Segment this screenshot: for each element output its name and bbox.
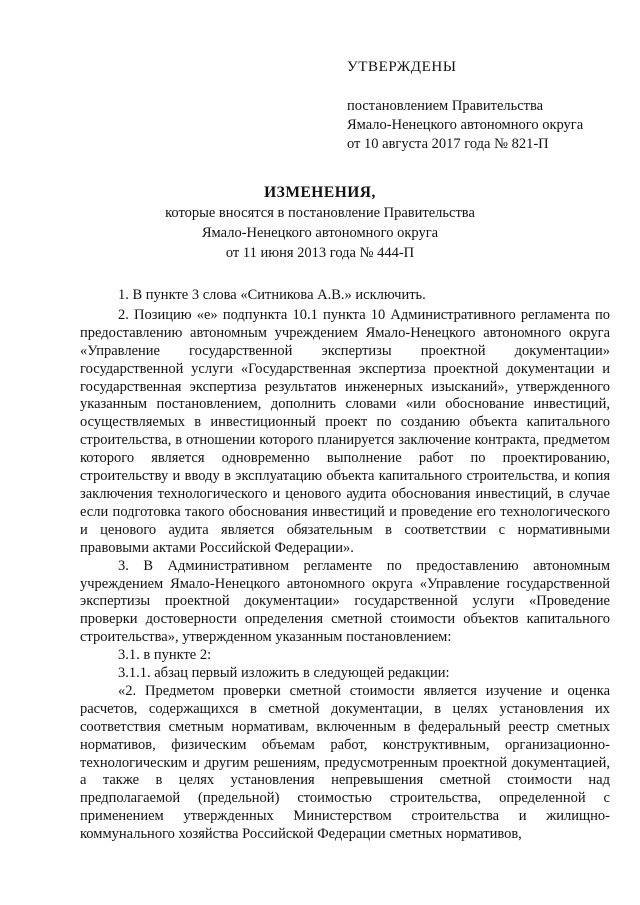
title-subline: от 11 июня 2013 года № 444-П xyxy=(225,245,415,261)
document-title-block xyxy=(60,183,580,263)
title-subline: Ямало-Ненецкого автономного округа xyxy=(201,225,439,241)
document-title: ИЗМЕНЕНИЯ, xyxy=(264,184,376,201)
paragraph-3-1: 3.1. в пункте 2: xyxy=(118,647,212,664)
paragraph-3-1-1: 3.1.1. абзац первый изложить в следующей редакции: xyxy=(118,665,450,682)
paragraph-1: 1. В пункте 3 слова «Ситникова А.В.» исключить. xyxy=(118,287,426,303)
paragraph-2: 2. Позицию «е» подпункта 10.1 пункта 10 Административного регламента по предоставлению автономным учреждением Ямало-Ненецкого автономного округа «Управление государственной экспертизы проектной документации» государственной услуги «Государственная экспертиза проектной документации и государственная экспертиза результатов инженерных изысканий», утвержденного указанным постановлением, дополнить словами «или обоснование инвестиций, осуществляемых в инвестиционный проект по созданию объекта капитального строительства, в отношении которого планируется заключение контракта, предметом которого является одновременно выполнение работ по проектированию, строительству и вводу в эксплуатацию объекта капитального строительства, и копия заключения технологического и ценового аудита обоснования инвестиций, в случае если подготовка такого обоснования инвестиций и проведение его технологического и ценового аудита является обязательным в соответствии с нормативными правовыми актами Российской Федерации». xyxy=(80,306,610,556)
approval-line: Ямало-Ненецкого автономного округа xyxy=(347,117,584,133)
paragraph-3: 3. В Административном регламенте по предоставлению автономным учреждением Ямало-Ненецкого автономного округа «Управление государственной экспертизы проектной документации» государственной услуги «Проведение проверки достоверности определения сметной стоимости объектов капитального строительства», утвержденном указанным постановлением: xyxy=(80,557,610,646)
paragraph-quote: «2. Предметом проверки сметной стоимости является изучение и оценка расчетов, содержащихся в сметной документации, в целях установления их соответствия сметным нормативам, включенным в федеральный реестр сметных нормативов, физическим объемам работ, конструктивным, организационно-технологическим и другим решениям, предусмотренным проектной документацией, а также в целях установления непревышения сметной стоимости над предполагаемой (предельной) стоимостью строительства, определенной с применением утвержденных Министерством строительства и жилищно-коммунального хозяйства Российской Федерации сметных нормативов, xyxy=(80,682,610,843)
approval-line: постановлением Правительства xyxy=(347,98,544,114)
title-subline: которые вносятся в постановление Правительства xyxy=(165,205,475,221)
approval-line: от 10 августа 2017 года № 821-П xyxy=(347,136,549,152)
approval-heading: УТВЕРЖДЕНЫ xyxy=(347,59,457,75)
document-body xyxy=(80,287,610,844)
approval-block xyxy=(347,58,617,154)
